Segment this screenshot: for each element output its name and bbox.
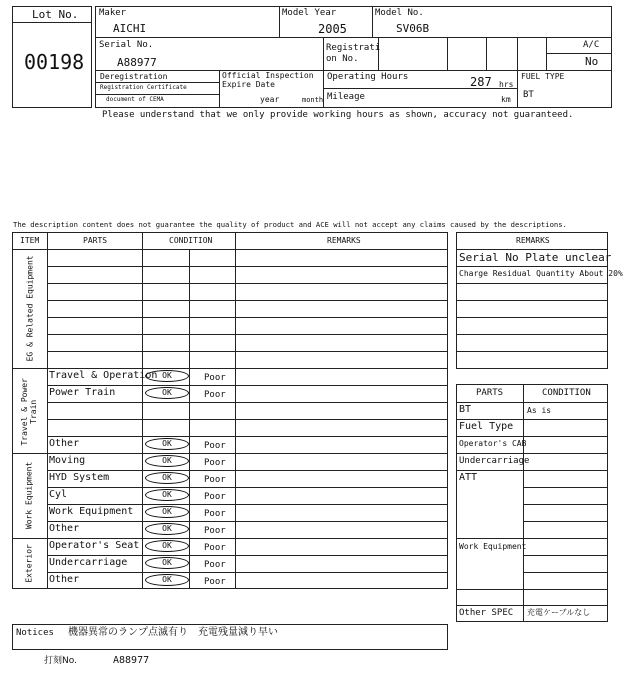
ac-value: No: [585, 55, 599, 68]
spec-part-operators-cab: Operator's CAB: [459, 439, 527, 448]
part-travel-operation: Travel & Operation: [49, 370, 158, 381]
mileage-label: Mileage: [327, 92, 365, 102]
ok-mark: OK: [145, 438, 189, 450]
spec-part-att: ATT: [459, 472, 478, 483]
poor-label: Poor: [204, 560, 226, 570]
ok-mark: OK: [145, 574, 189, 586]
part-moving: Moving: [49, 455, 86, 466]
part-operators-seat: Operator's Seat: [49, 540, 140, 551]
operating-hours-label: Operating Hours: [327, 72, 409, 82]
ok-mark: OK: [145, 540, 189, 552]
fuel-type-value: BT: [523, 90, 534, 100]
remarks-header: REMARKS: [327, 236, 361, 245]
part-work-other: Other: [49, 523, 80, 534]
group-eg-label: EG & Related Equipment: [25, 255, 35, 362]
part-travel-other: Other: [49, 438, 80, 449]
ok-mark: OK: [145, 387, 189, 399]
poor-label: Poor: [204, 458, 226, 468]
stamp-label: 打刻No.: [44, 656, 77, 666]
part-exterior-other: Other: [49, 574, 80, 585]
ok-mark: OK: [145, 472, 189, 484]
ok-mark: OK: [145, 455, 189, 467]
model-no-value: SV06B: [396, 22, 430, 35]
maker-value: AICHI: [113, 22, 147, 35]
spec-part-other-spec: Other SPEC: [459, 608, 514, 618]
ok-mark: OK: [145, 370, 189, 382]
spec-part-work-equipment: Work Equipment: [459, 542, 527, 551]
operating-hours-value: 287: [470, 75, 492, 89]
month-label: month: [302, 96, 324, 104]
poor-label: Poor: [204, 526, 226, 536]
inspection-label: Official Inspection Expire Date: [222, 71, 314, 89]
spec-condition-bt: As is: [527, 406, 552, 415]
deregistration-label: Deregistration: [100, 72, 168, 81]
km-unit: km: [501, 95, 511, 104]
serial-label: Serial No.: [99, 40, 154, 50]
serial-value: A88977: [117, 56, 157, 69]
poor-label: Poor: [204, 577, 226, 587]
lot-number: 00198: [24, 50, 85, 74]
maker-label: Maker: [99, 8, 127, 18]
poor-label: Poor: [204, 475, 226, 485]
poor-label: Poor: [204, 373, 226, 383]
notices-label: Notices: [16, 628, 54, 638]
description-disclaimer: The description content does not guarantee the quality of product and ACE will not accept any claims caused by the descriptions.: [13, 220, 567, 229]
poor-label: Poor: [204, 509, 226, 519]
part-power-train: Power Train: [49, 387, 116, 398]
spec-part-undercarriage: Undercarriage: [459, 456, 530, 466]
ok-mark: OK: [145, 523, 189, 535]
condition-header: CONDITION: [169, 236, 213, 245]
parts-header: PARTS: [83, 236, 108, 245]
model-no-label: Model No.: [375, 8, 424, 18]
poor-label: Poor: [204, 543, 226, 553]
spec-parts-header: PARTS: [476, 388, 504, 398]
spec-condition-header: CONDITION: [542, 388, 591, 398]
item-header: ITEM: [20, 236, 40, 245]
spec-part-fuel-type: Fuel Type: [459, 421, 514, 432]
poor-label: Poor: [204, 492, 226, 502]
remarks-table-header: REMARKS: [516, 236, 550, 245]
part-undercarriage: Undercarriage: [49, 557, 128, 568]
cema-label: document of CEMA: [106, 96, 164, 103]
poor-label: Poor: [204, 390, 226, 400]
hrs-unit: hrs: [499, 80, 514, 89]
notices-text: 機器異常のランプ点滅有り 充電残量減り早い: [68, 627, 278, 638]
registration-label: Registrati on No.: [326, 43, 381, 64]
fuel-type-label: FUEL TYPE: [521, 72, 565, 81]
year-label: year: [260, 95, 280, 104]
remark-row: Serial No Plate unclear: [459, 251, 612, 264]
model-year-label: Model Year: [282, 8, 337, 18]
spec-part-bt: BT: [459, 404, 472, 415]
part-hyd-system: HYD System: [49, 472, 110, 483]
model-year-value: 2005: [318, 22, 347, 36]
ok-mark: OK: [145, 506, 189, 518]
part-work-equipment: Work Equipment: [49, 506, 134, 517]
condition-table: [12, 232, 448, 589]
registration-certificate-label: Registration Certificate: [100, 84, 187, 91]
ok-mark: OK: [145, 557, 189, 569]
stamp-value: A88977: [113, 655, 150, 666]
group-work-label: Work Equipment: [24, 461, 34, 530]
group-travel-label: Travel & Power Train: [20, 378, 38, 446]
ac-label: A/C: [583, 40, 600, 50]
ok-mark: OK: [145, 489, 189, 501]
remark-row: Charge Residual Quantity About 20%: [459, 269, 623, 278]
part-cyl: Cyl: [49, 489, 68, 500]
group-exterior-label: Exterior: [24, 544, 34, 583]
spec-condition-other-spec: 充電ケーブルなし: [527, 608, 591, 617]
poor-label: Poor: [204, 441, 226, 451]
lot-label: Lot No.: [32, 8, 79, 21]
hours-disclaimer: Please understand that we only provide working hours as shown, accuracy not guaranteed.: [102, 110, 574, 120]
